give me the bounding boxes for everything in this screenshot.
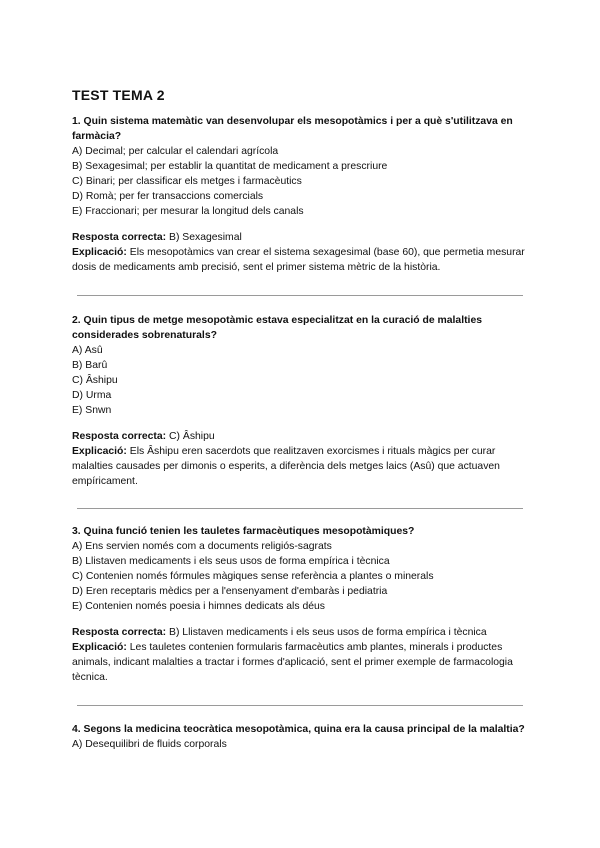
answer-label: Resposta correcta: (72, 232, 167, 243)
explanation (72, 245, 528, 275)
separator-line (77, 705, 523, 706)
option-c: C) Contenien només fórmules màgiques sense referència a plantes o minerals (72, 571, 434, 582)
question-block-1 (72, 114, 528, 275)
option-a: A) Ens servien només com a documents religiós-sagrats (72, 541, 332, 552)
answer-label: Resposta correcta: (72, 431, 167, 442)
question-block-4 (72, 722, 528, 752)
option-e: E) Snwn (72, 405, 112, 416)
option-d: D) Urma (72, 390, 112, 401)
option-c: C) Âshipu (72, 375, 118, 386)
explanation-label: Explicació: (72, 642, 127, 653)
option-c: C) Binari; per classificar els metges i farmacèutics (72, 176, 302, 187)
answer-label: Resposta correcta: (72, 627, 167, 638)
separator-line (77, 295, 523, 296)
option-d: D) Romà; per fer transaccions comercials (72, 191, 264, 202)
explanation-label: Explicació: (72, 446, 127, 457)
option-b: B) Sexagesimal; per establir la quantitat de medicament a prescriure (72, 161, 388, 172)
option-a: A) Desequilibri de fluids corporals (72, 739, 227, 750)
question-block-3 (72, 524, 528, 685)
question-text: 3. Quina funció tenien les tauletes farmacèutiques mesopotàmiques? (72, 526, 415, 537)
option-a: A) Asû (72, 345, 103, 356)
answer-value: B) Llistaven medicaments i els seus usos de forma empírica i tècnica (169, 627, 487, 638)
explanation (72, 444, 528, 489)
question-text: 1. Quin sistema matemàtic van desenvolupar els mesopotàmics i per a què s'utilitzava en farmàcia? (72, 116, 513, 142)
question-block-2 (72, 313, 528, 489)
correct-answer (72, 230, 528, 245)
correct-answer (72, 625, 528, 640)
page-title: TEST TEMA 2 (72, 87, 165, 103)
option-a: A) Decimal; per calcular el calendari agrícola (72, 146, 279, 157)
option-b: B) Llistaven medicaments i els seus usos de forma empírica i tècnica (72, 556, 390, 567)
option-e: E) Contenien només poesia i himnes dedicats als déus (72, 601, 325, 612)
question-text: 4. Segons la medicina teocràtica mesopotàmica, quina era la causa principal de la malaltia? (72, 724, 525, 735)
option-b: B) Barû (72, 360, 108, 371)
separator-line (77, 508, 523, 509)
answer-value: B) Sexagesimal (169, 232, 242, 243)
option-e: E) Fraccionari; per mesurar la longitud dels canals (72, 206, 304, 217)
explanation-text: Els mesopotàmics van crear el sistema sexagesimal (base 60), que permetia mesurar dosis de medicaments amb precisió, sent el primer sistema mètric de la història. (72, 247, 525, 273)
explanation-text: Els Âshipu eren sacerdots que realitzaven exorcismes i rituals màgics per curar malalties causades per dimonis o esperits, a diferència dels metges laics (Asû) que actuaven empíricament. (72, 446, 500, 487)
answer-value: C) Âshipu (169, 431, 215, 442)
explanation-label: Explicació: (72, 247, 127, 258)
explanation (72, 640, 528, 685)
explanation-text: Les tauletes contenien formularis farmacèutics amb plantes, minerals i productes animals, indicant malalties a tractar i formes d'aplicació, sent el primer exemple de farmacologia tècnica. (72, 642, 513, 683)
correct-answer (72, 429, 528, 444)
question-text: 2. Quin tipus de metge mesopotàmic estava especialitzat en la curació de malalties considerades sobrenaturals? (72, 315, 483, 341)
option-d: D) Eren receptaris mèdics per a l'ensenyament d'embaràs i pediatria (72, 586, 388, 597)
